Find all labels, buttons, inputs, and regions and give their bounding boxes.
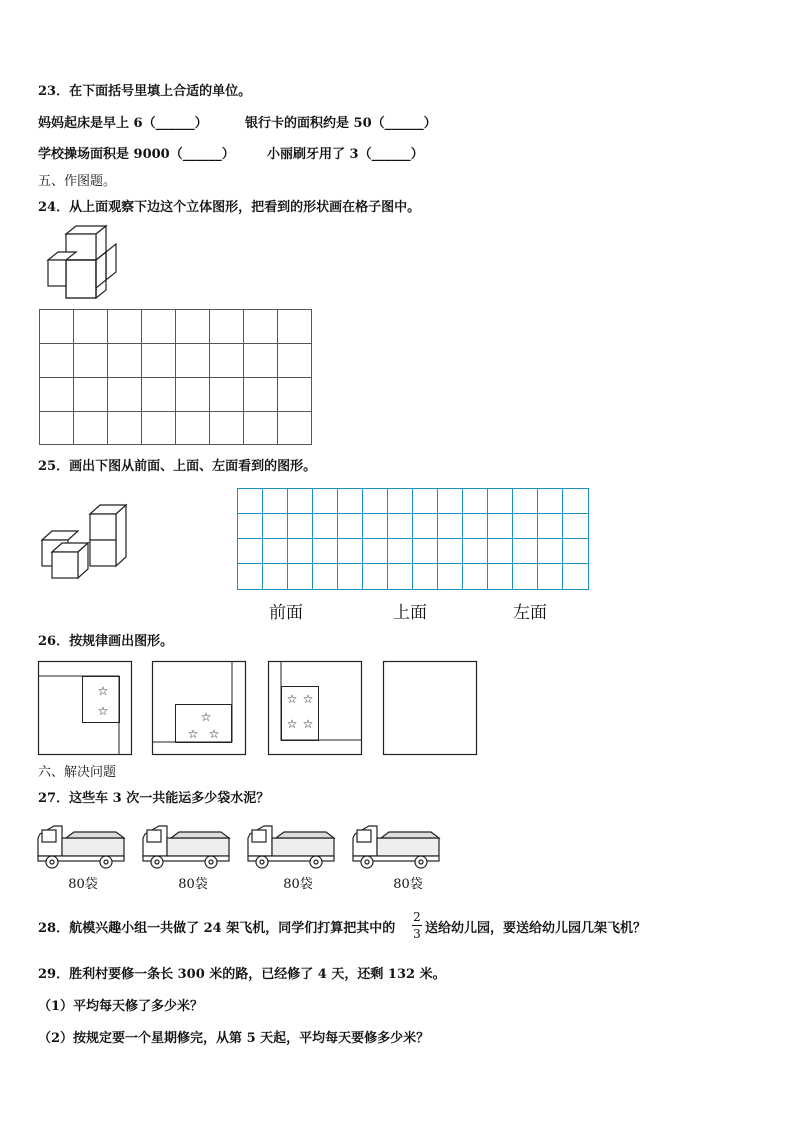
svg-text:☆: ☆ [208, 727, 220, 741]
q29-title: 29．胜利村要修一条长 300 米的路，已经修了 4 天，还剩 132 米。 [38, 967, 446, 982]
q25-label-top: 上面 [393, 603, 427, 623]
q28-fraction-bar [412, 925, 422, 926]
q25-title: 25．画出下图从前面、上面、左面看到的图形。 [38, 459, 317, 474]
q27-truck-1 [36, 822, 126, 870]
svg-text:☆: ☆ [286, 717, 298, 731]
svg-text:☆: ☆ [302, 717, 314, 731]
q27-truck-3-label: 80袋 [283, 877, 313, 892]
q23-title: 23．在下面括号里填上合适的单位。 [38, 84, 252, 99]
q27-truck-1-label: 80袋 [68, 877, 98, 892]
svg-text:☆: ☆ [97, 704, 109, 718]
svg-text:☆: ☆ [187, 727, 199, 741]
svg-text:☆: ☆ [200, 710, 212, 724]
q28-text-after: 送给幼儿园，要送给幼儿园几架飞机？ [425, 921, 647, 936]
q23-item-3: 学校操场面积是 9000（______） [38, 147, 235, 162]
svg-text:☆: ☆ [286, 692, 298, 706]
q26-pattern-box-2 [152, 661, 246, 755]
q27-truck-4 [351, 822, 441, 870]
q24-title: 24．从上面观察下边这个立体图形，把看到的形状画在格子图中。 [38, 200, 421, 215]
q27-truck-3 [246, 822, 336, 870]
section-five-heading: 五、作图题。 [38, 174, 117, 189]
q23-item-2: 银行卡的面积约是 50（______） [245, 116, 437, 131]
q24-answer-grid [39, 309, 312, 445]
q27-truck-4-label: 80袋 [393, 877, 423, 892]
q29-sub-question-2: （2）按规定要一个星期修完，从第 5 天起，平均每天要修多少米？ [38, 1031, 430, 1046]
q28-fraction-numerator: 2 [413, 910, 421, 924]
svg-text:☆: ☆ [97, 684, 109, 698]
q23-item-1: 妈妈起床是早上 6（______） [38, 116, 208, 131]
q25-cube-figure [40, 502, 130, 582]
q26-title: 26．按规律画出图形。 [38, 634, 174, 649]
q26-pattern-box-3 [268, 661, 362, 755]
q26-pattern-box-1 [38, 661, 132, 755]
q24-cube-figure [40, 222, 130, 302]
q28-text-before: 28．航模兴趣小组一共做了 24 架飞机，同学们打算把其中的 [38, 921, 396, 936]
section-six-heading: 六、解决问题 [38, 765, 117, 780]
svg-text:☆: ☆ [302, 692, 314, 706]
q27-title: 27．这些车 3 次一共能运多少袋水泥？ [38, 791, 270, 806]
q25-label-front: 前面 [269, 603, 303, 623]
q26-pattern-box-4-blank [383, 661, 477, 755]
q25-answer-grid [237, 488, 589, 590]
q29-sub-question-1: （1）平均每天修了多少米？ [38, 999, 204, 1014]
q23-item-4: 小丽刷牙用了 3（______） [267, 147, 424, 162]
q25-label-left: 左面 [513, 603, 547, 623]
q28-fraction-denominator: 3 [413, 927, 421, 941]
q27-truck-2-label: 80袋 [178, 877, 208, 892]
q27-truck-2 [141, 822, 231, 870]
